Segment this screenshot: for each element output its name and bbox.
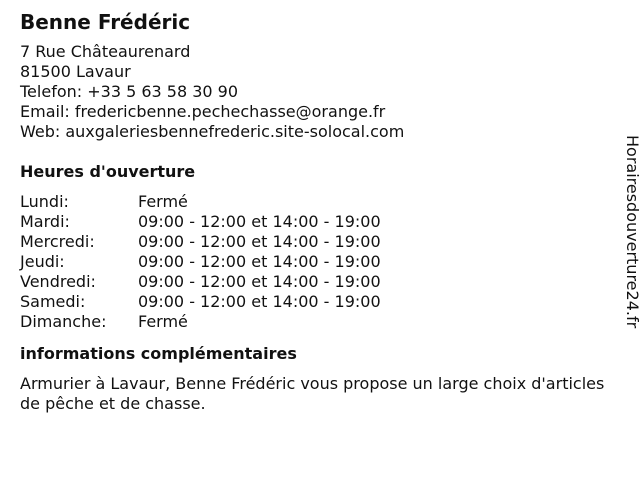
website: Web: auxgaleriesbennefrederic.site-solocal.com xyxy=(20,122,405,141)
phone: Telefon: +33 5 63 58 30 90 xyxy=(20,82,239,101)
email: Email: fredericbenne.pechechasse@orange.fr xyxy=(20,102,386,121)
address-line-2: 81500 Lavaur xyxy=(20,62,131,81)
site-brand-vertical: Horairesdouverture24.fr xyxy=(623,135,642,329)
contact-block xyxy=(20,42,605,142)
hours-row xyxy=(20,312,605,332)
hours-row xyxy=(20,292,605,312)
hours-time: 09:00 - 12:00 et 14:00 - 19:00 xyxy=(138,252,381,271)
business-name: Benne Frédéric xyxy=(20,10,191,34)
hours-day: Mardi: xyxy=(20,212,70,231)
hours-day: Samedi: xyxy=(20,292,86,311)
hours-day: Mercredi: xyxy=(20,232,95,251)
hours-time: 09:00 - 12:00 et 14:00 - 19:00 xyxy=(138,292,381,311)
additional-info-title: informations complémentaires xyxy=(20,344,297,363)
hours-row xyxy=(20,272,605,292)
opening-hours-table xyxy=(20,192,605,332)
hours-day: Vendredi: xyxy=(20,272,96,291)
hours-row xyxy=(20,252,605,272)
additional-info-text: Armurier à Lavaur, Benne Frédéric vous propose un large choix d'articles de pêche et de chasse. xyxy=(20,374,605,413)
hours-time: 09:00 - 12:00 et 14:00 - 19:00 xyxy=(138,272,381,291)
hours-time: Fermé xyxy=(138,192,188,211)
hours-day: Jeudi: xyxy=(20,252,65,271)
hours-day: Lundi: xyxy=(20,192,69,211)
hours-time: 09:00 - 12:00 et 14:00 - 19:00 xyxy=(138,212,381,231)
hours-time: Fermé xyxy=(138,312,188,331)
hours-time: 09:00 - 12:00 et 14:00 - 19:00 xyxy=(138,232,381,251)
hours-day: Dimanche: xyxy=(20,312,107,331)
address-line-1: 7 Rue Châteaurenard xyxy=(20,42,191,61)
hours-row xyxy=(20,212,605,232)
hours-row xyxy=(20,192,605,212)
business-card xyxy=(20,10,605,414)
opening-hours-title: Heures d'ouverture xyxy=(20,162,196,181)
hours-row xyxy=(20,232,605,252)
